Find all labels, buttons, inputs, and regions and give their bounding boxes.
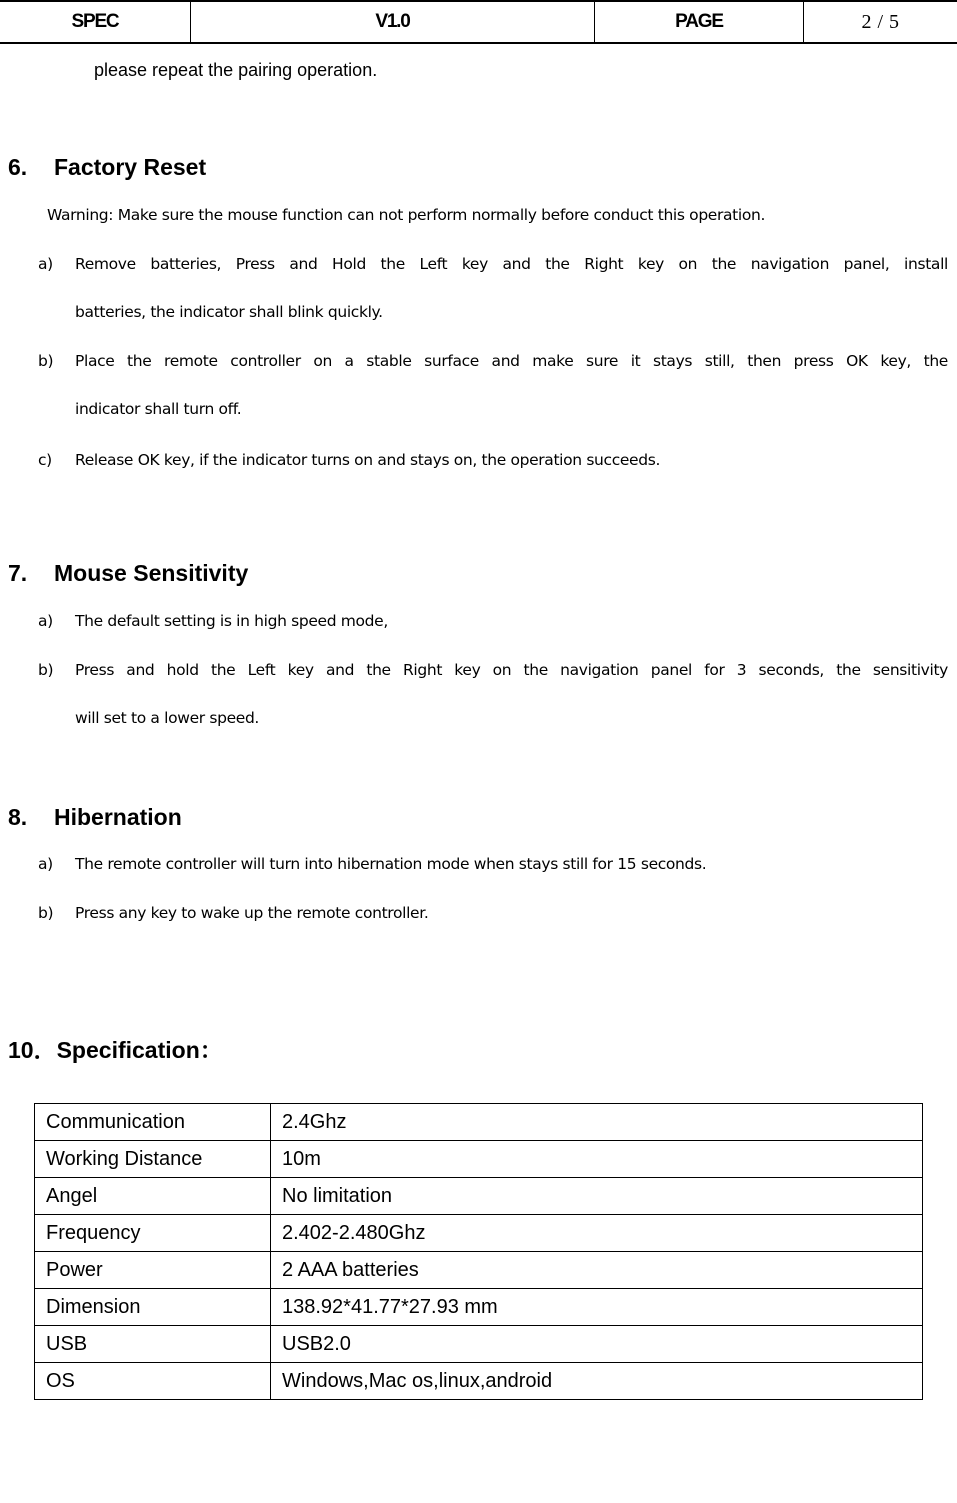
spec-key: Power (35, 1252, 271, 1289)
list-item (38, 904, 948, 924)
section-heading-factory-reset (8, 154, 408, 182)
section-heading-specification (8, 1032, 223, 1065)
spec-key: OS (35, 1363, 271, 1400)
specification-table (34, 1103, 923, 1400)
table-row (35, 1104, 923, 1141)
section-title: Hibernation (54, 804, 182, 830)
spec-key: USB (35, 1326, 271, 1363)
list-marker: a) (38, 255, 53, 273)
header-page-number: 2 / 5 (861, 11, 900, 33)
list-marker: c) (38, 451, 52, 469)
table-row (35, 1178, 923, 1215)
spec-value: 138.92*41.77*27.93 mm (271, 1289, 923, 1326)
list-item (38, 612, 948, 632)
list-item-text: will set to a lower speed. (75, 709, 260, 727)
section-number: 7. (8, 560, 28, 586)
spec-value: 2.402-2.480Ghz (271, 1215, 923, 1252)
section-title: Factory Reset (54, 154, 207, 180)
table-row (35, 1141, 923, 1178)
section-number: 6. (8, 154, 28, 180)
list-item-text: Place the remote controller on a stable surface and make sure it stays still, then press OK key, the (75, 352, 948, 370)
spec-key: Frequency (35, 1215, 271, 1252)
list-item-text: Press any key to wake up the remote controller. (75, 904, 429, 922)
list-marker: a) (38, 855, 53, 873)
spec-key: Communication (35, 1104, 271, 1141)
list-marker: a) (38, 612, 53, 630)
section-number: 8. (8, 804, 28, 830)
spec-value: USB2.0 (271, 1326, 923, 1363)
list-item (38, 451, 948, 471)
spec-key: Working Distance (35, 1141, 271, 1178)
list-item (38, 855, 948, 875)
spec-value: 2.4Ghz (271, 1104, 923, 1141)
section-heading-hibernation (8, 804, 408, 832)
list-item-text: Press and hold the Left key and the Right key on the navigation panel for 3 seconds, the sensitivity (75, 661, 948, 679)
list-marker: b) (38, 352, 54, 370)
header-page-label: PAGE (675, 11, 723, 32)
spec-value: 10m (271, 1141, 923, 1178)
header-spec-label: SPEC (71, 11, 119, 32)
list-item-text: The remote controller will turn into hibernation mode when stays still for 15 seconds. (75, 855, 707, 873)
table-row (35, 1215, 923, 1252)
table-row (35, 1326, 923, 1363)
list-item-text: Release OK key, if the indicator turns on and stays on, the operation succeeds. (75, 451, 661, 469)
list-marker: b) (38, 661, 54, 679)
table-row (35, 1363, 923, 1400)
list-item-text: indicator shall turn off. (75, 400, 242, 418)
spec-key: Angel (35, 1178, 271, 1215)
intro-line: please repeat the pairing operation. (94, 60, 378, 80)
table-row (35, 1289, 923, 1326)
section-number: 10 (8, 1037, 34, 1063)
list-item-text: Remove batteries, Press and Hold the Left key and the Right key on the navigation panel, install (75, 255, 948, 273)
section-heading-mouse-sensitivity (8, 560, 408, 588)
spec-value: 2 AAA batteries (271, 1252, 923, 1289)
list-item-text: The default setting is in high speed mode, (75, 612, 388, 630)
list-marker: b) (38, 904, 54, 922)
section-title: Mouse Sensitivity (54, 560, 249, 586)
spec-key: Dimension (35, 1289, 271, 1326)
header-version: V1.0 (375, 11, 410, 32)
page-header (0, 0, 957, 44)
table-row (35, 1252, 923, 1289)
warning-text: Warning: Make sure the mouse function can not perform normally before conduct this operation. (47, 206, 766, 224)
spec-value: Windows,Mac os,linux,android (271, 1363, 923, 1400)
list-item-text: batteries, the indicator shall blink quickly. (75, 303, 383, 321)
spec-value: No limitation (271, 1178, 923, 1215)
section-title: ．Specification： (33, 1037, 223, 1063)
